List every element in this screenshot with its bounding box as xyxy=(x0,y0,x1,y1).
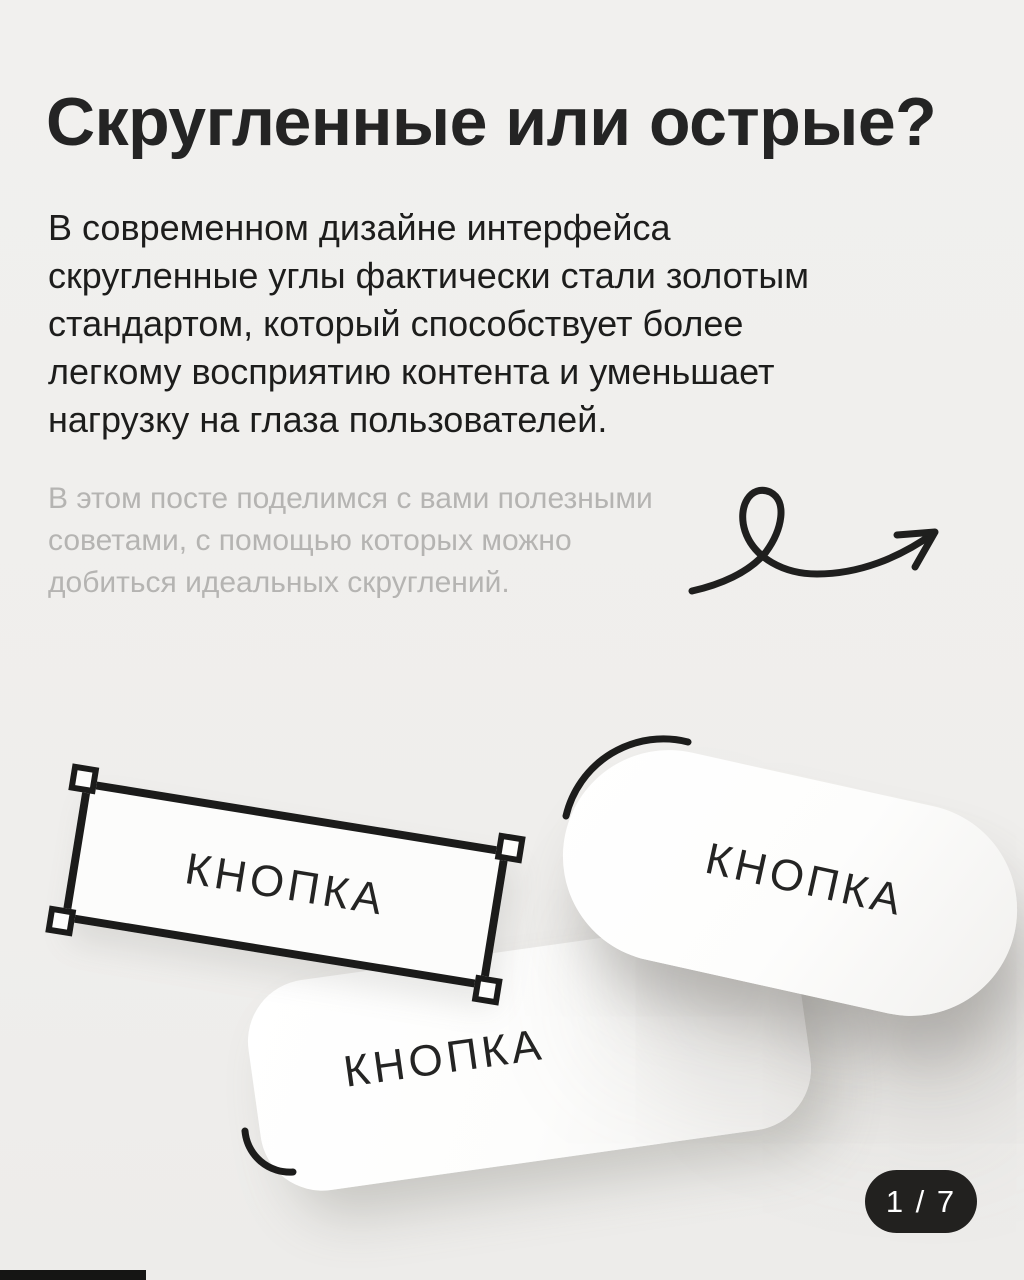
intro-line: стандартом, который способствует более xyxy=(48,303,744,344)
arrow-doodle-icon xyxy=(685,474,950,599)
page-indicator-badge xyxy=(865,1170,977,1233)
selection-handle-top-right xyxy=(495,832,526,863)
button-label: КНОПКА xyxy=(701,833,910,926)
button-label: КНОПКА xyxy=(340,1020,548,1097)
carousel-progress-fill xyxy=(0,1270,146,1280)
selection-handle-bottom-left xyxy=(45,906,76,937)
selection-handle-bottom-right xyxy=(472,975,503,1006)
note-line: добиться идеальных скруглений. xyxy=(48,566,510,599)
button-label: КНОПКА xyxy=(181,843,390,925)
page-indicator-label: 1 / 7 xyxy=(885,1183,957,1219)
selection-handle-top-left xyxy=(68,763,99,794)
intro-line: В современном дизайне интерфейса xyxy=(48,207,671,248)
note-line: В этом посте поделимся с вами полезными xyxy=(48,482,653,515)
note-line: советами, с помощью которых можно xyxy=(48,524,572,557)
intro-paragraph xyxy=(48,204,809,444)
intro-line: нагрузку на глаза пользователей. xyxy=(48,399,608,440)
page-title: Скругленные или острые? xyxy=(46,84,937,160)
intro-line: легкому восприятию контента и уменьшает xyxy=(48,351,775,392)
note-paragraph xyxy=(48,478,653,604)
sharp-button-illustration xyxy=(61,779,509,989)
intro-line: скругленные углы фактически стали золотым xyxy=(48,255,809,296)
